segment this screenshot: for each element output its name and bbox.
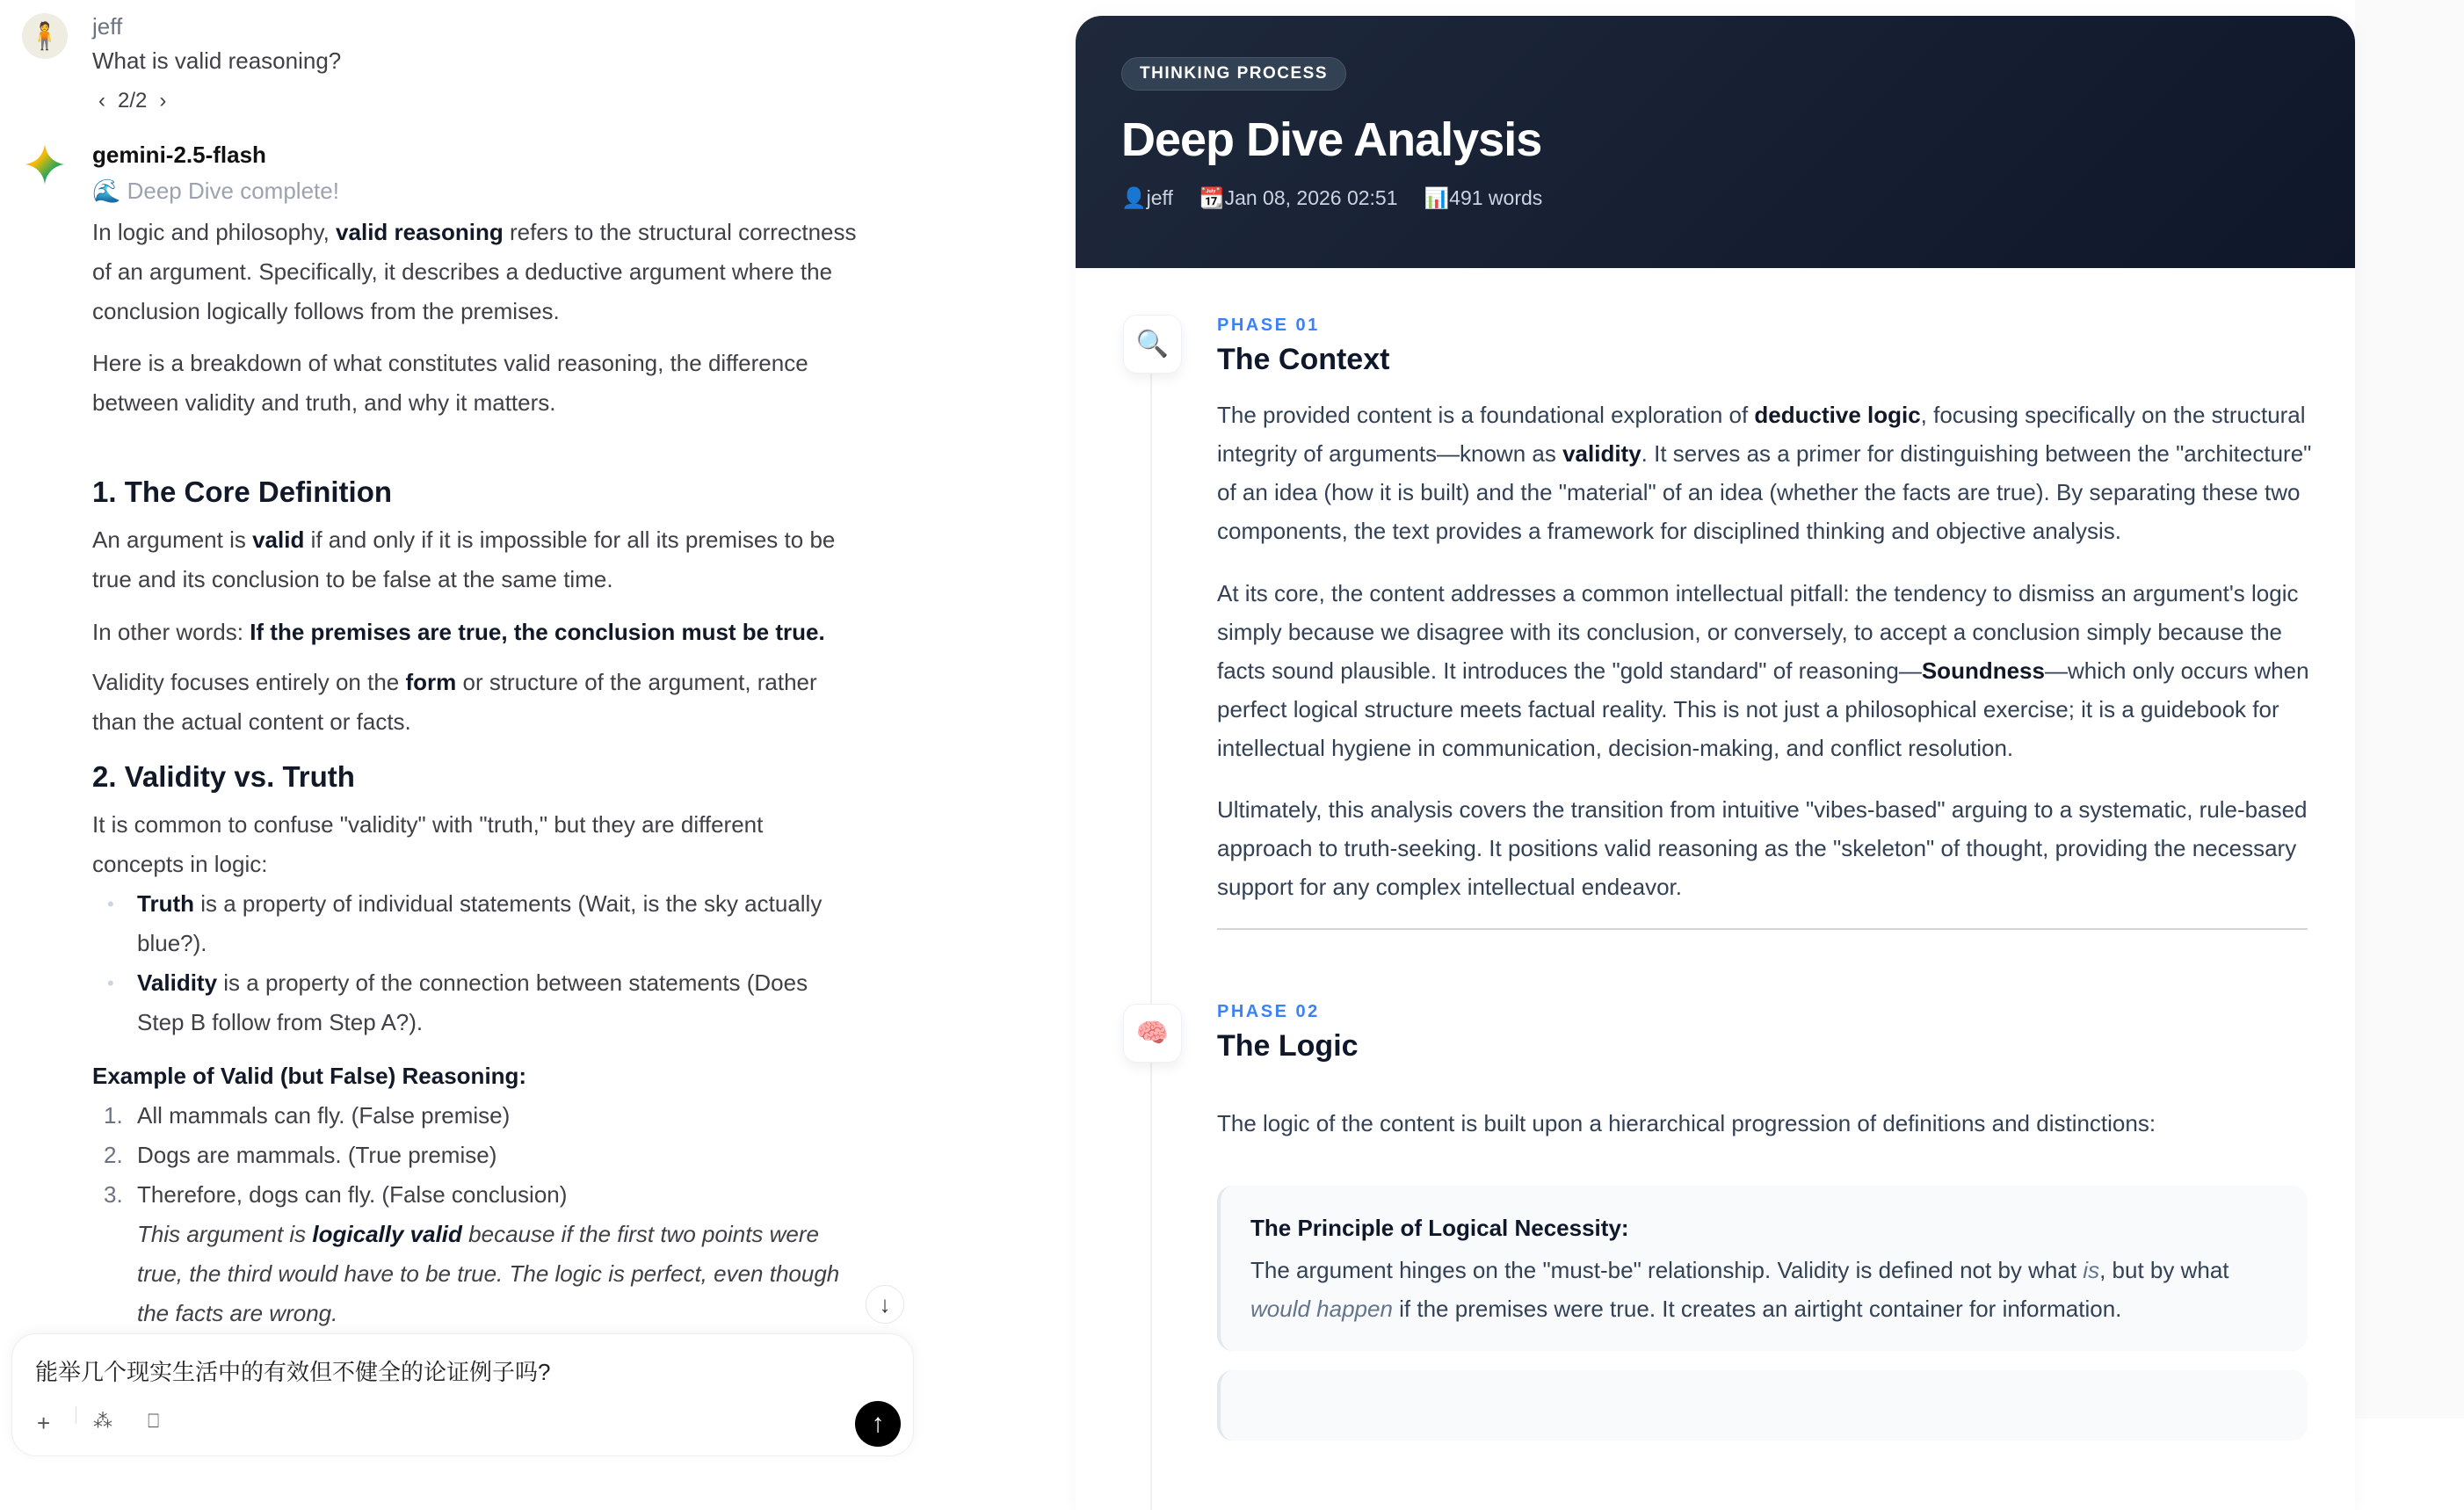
chat-panel [0,0,918,1438]
phase-paragraph: Ultimately, this analysis covers the transition from intuitive "vibes-based" arguing to a systematic, rule-based approach to truth-seeking. It positions valid reasoning as the "skeleton" of thought, providing the necessary support for any complex intellectual endeavor. [1217,796,2308,900]
chevron-left-icon[interactable]: ‹ [98,88,105,113]
deep-dive-card [1076,16,2355,1510]
meta-words: 📊491 words [1424,186,1543,209]
phase-context [1135,314,2315,930]
chart-icon: 📊 [1424,186,1450,209]
list-item: 1. All mammals can fly. (False premise) [104,1102,511,1129]
numbered-list [104,1096,858,1215]
user-name: jeff [92,13,123,40]
box-title: The Principle of Logical Necessity: [1250,1215,1629,1241]
paragraph: It is common to confuse "validity" with "truth," but they are different concepts in logic: [92,811,764,877]
divider [1217,928,2308,930]
user-icon: 👤 [1121,186,1147,209]
wave-icon: 🌊 [92,178,127,204]
example-note: This argument is logically valid because if the first two points were true, the third would have to be true. The logic is perfect, even though the facts are wrong. [137,1221,840,1326]
paragraph: Here is a breakdown of what constitutes valid reasoning, the difference between validity and truth, and why it matters. [92,350,808,416]
bookmark-icon[interactable]: ⎕ [148,1410,160,1432]
phase-paragraph: At its core, the content addresses a common intellectual pitfall: the tendency to dismiss an argument's logic simply because we disagree with its conclusion, or conversely, to accept a conclusion simply because the facts sound plausible. It introduces the "gold standard" of reasoning—Soundness—which only occurs when perfect logical structure meets factual reality. This is not just a philosophical exercise; it is a guidebook for intellectual hygiene in communication, decision-making, and conflict resolution. [1217,580,2309,761]
panel-background [2355,0,2464,1419]
pager-count: 2/2 [118,88,148,113]
example-title: Example of Valid (but False) Reasoning: [92,1063,527,1089]
phase-title: The Context [1217,343,1390,376]
timeline-line [1150,367,1152,1510]
user-avatar[interactable]: 🧍 [22,13,68,59]
heading-validity-vs-truth: 2. Validity vs. Truth [92,760,355,793]
phases [1135,314,2315,1441]
list-item: • Truth is a property of individual statements (Wait, is the sky actually blue?). [107,890,823,956]
list-item: • Validity is a property of the connection between statements (Does Step B follow from Step A?). [107,969,808,1035]
chevron-right-icon[interactable]: › [159,88,167,113]
message-input-box[interactable] [11,1333,914,1456]
brain-icon: 🧠 [1123,1004,1182,1063]
status-line [92,171,857,211]
gemini-star-icon [25,144,65,185]
list-item: 2. Dogs are mammals. (True premise) [104,1142,497,1168]
arrow-down-icon: ↓ [879,1290,891,1318]
model-name: gemini-2.5-flash [92,142,266,168]
meta-row [1121,186,1542,210]
status-text: Deep Dive complete! [127,178,339,204]
box-body: The argument hinges on the "must-be" relationship. Validity is defined not by what is, but by what would happen if the premises were true. It creates an airtight container for information. [1250,1257,2229,1322]
arrow-up-icon: ↑ [871,1409,885,1438]
meta-date: 📆Jan 08, 2026 02:51 [1199,186,1398,209]
heading-core-definition: 1. The Core Definition [92,476,393,508]
user-message: What is valid reasoning? [92,47,342,74]
page-title: Deep Dive Analysis [1121,113,1542,166]
phase-logic [1135,1000,2315,1441]
meta-author: 👤jeff [1121,186,1173,209]
paragraph: Validity focuses entirely on the form or structure of the argument, rather than the actual content or facts. [92,669,817,735]
sparkle-tools-icon[interactable]: ⁂ [93,1410,112,1432]
phase-label: PHASE 01 [1217,316,1320,335]
chat-messages [92,7,857,1333]
list-item: 3. Therefore, dogs can fly. (False conclusion) [104,1181,568,1208]
principle-box [1217,1186,2308,1351]
paragraph: An argument is valid if and only if it is impossible for all its premises to be true and its conclusion to be false at the same time. [92,526,836,592]
thinking-process-badge: THINKING PROCESS [1121,57,1346,91]
paragraph: In logic and philosophy, valid reasoning refers to the structural correctness of an argument. Specifically, it describes a deductive argument where the conclusion logically follows from the premises. [92,219,857,324]
bullet-list [107,884,858,1042]
calendar-icon: 📆 [1199,186,1225,209]
message-input[interactable]: 能举几个现实生活中的有效但不健全的论证例子吗? [35,1359,551,1385]
phase-paragraph: The provided content is a foundational exploration of deductive logic, focusing specifically on the structural integrity of arguments—known as validity. It serves as a primer for distinguishing between the "architecture" of an idea (how it is built) and the "material" of an idea (whether the facts are true). By separating these two components, the text provides a framework for disciplined thinking and objective analysis. [1217,402,2312,544]
paragraph: In other words: If the premises are true, the conclusion must be true. [92,619,825,645]
message-pager [92,81,857,120]
scroll-down-button[interactable] [866,1285,904,1324]
phase-label: PHASE 02 [1217,1002,1320,1021]
send-button[interactable] [855,1401,901,1447]
phase-paragraph: The logic of the content is built upon a hierarchical progression of definitions and distinctions: [1217,1110,2156,1136]
magnifier-icon: 🔍 [1123,315,1182,374]
phase-title: The Logic [1217,1029,1359,1063]
next-box [1217,1370,2308,1441]
plus-icon[interactable]: + [37,1410,51,1436]
